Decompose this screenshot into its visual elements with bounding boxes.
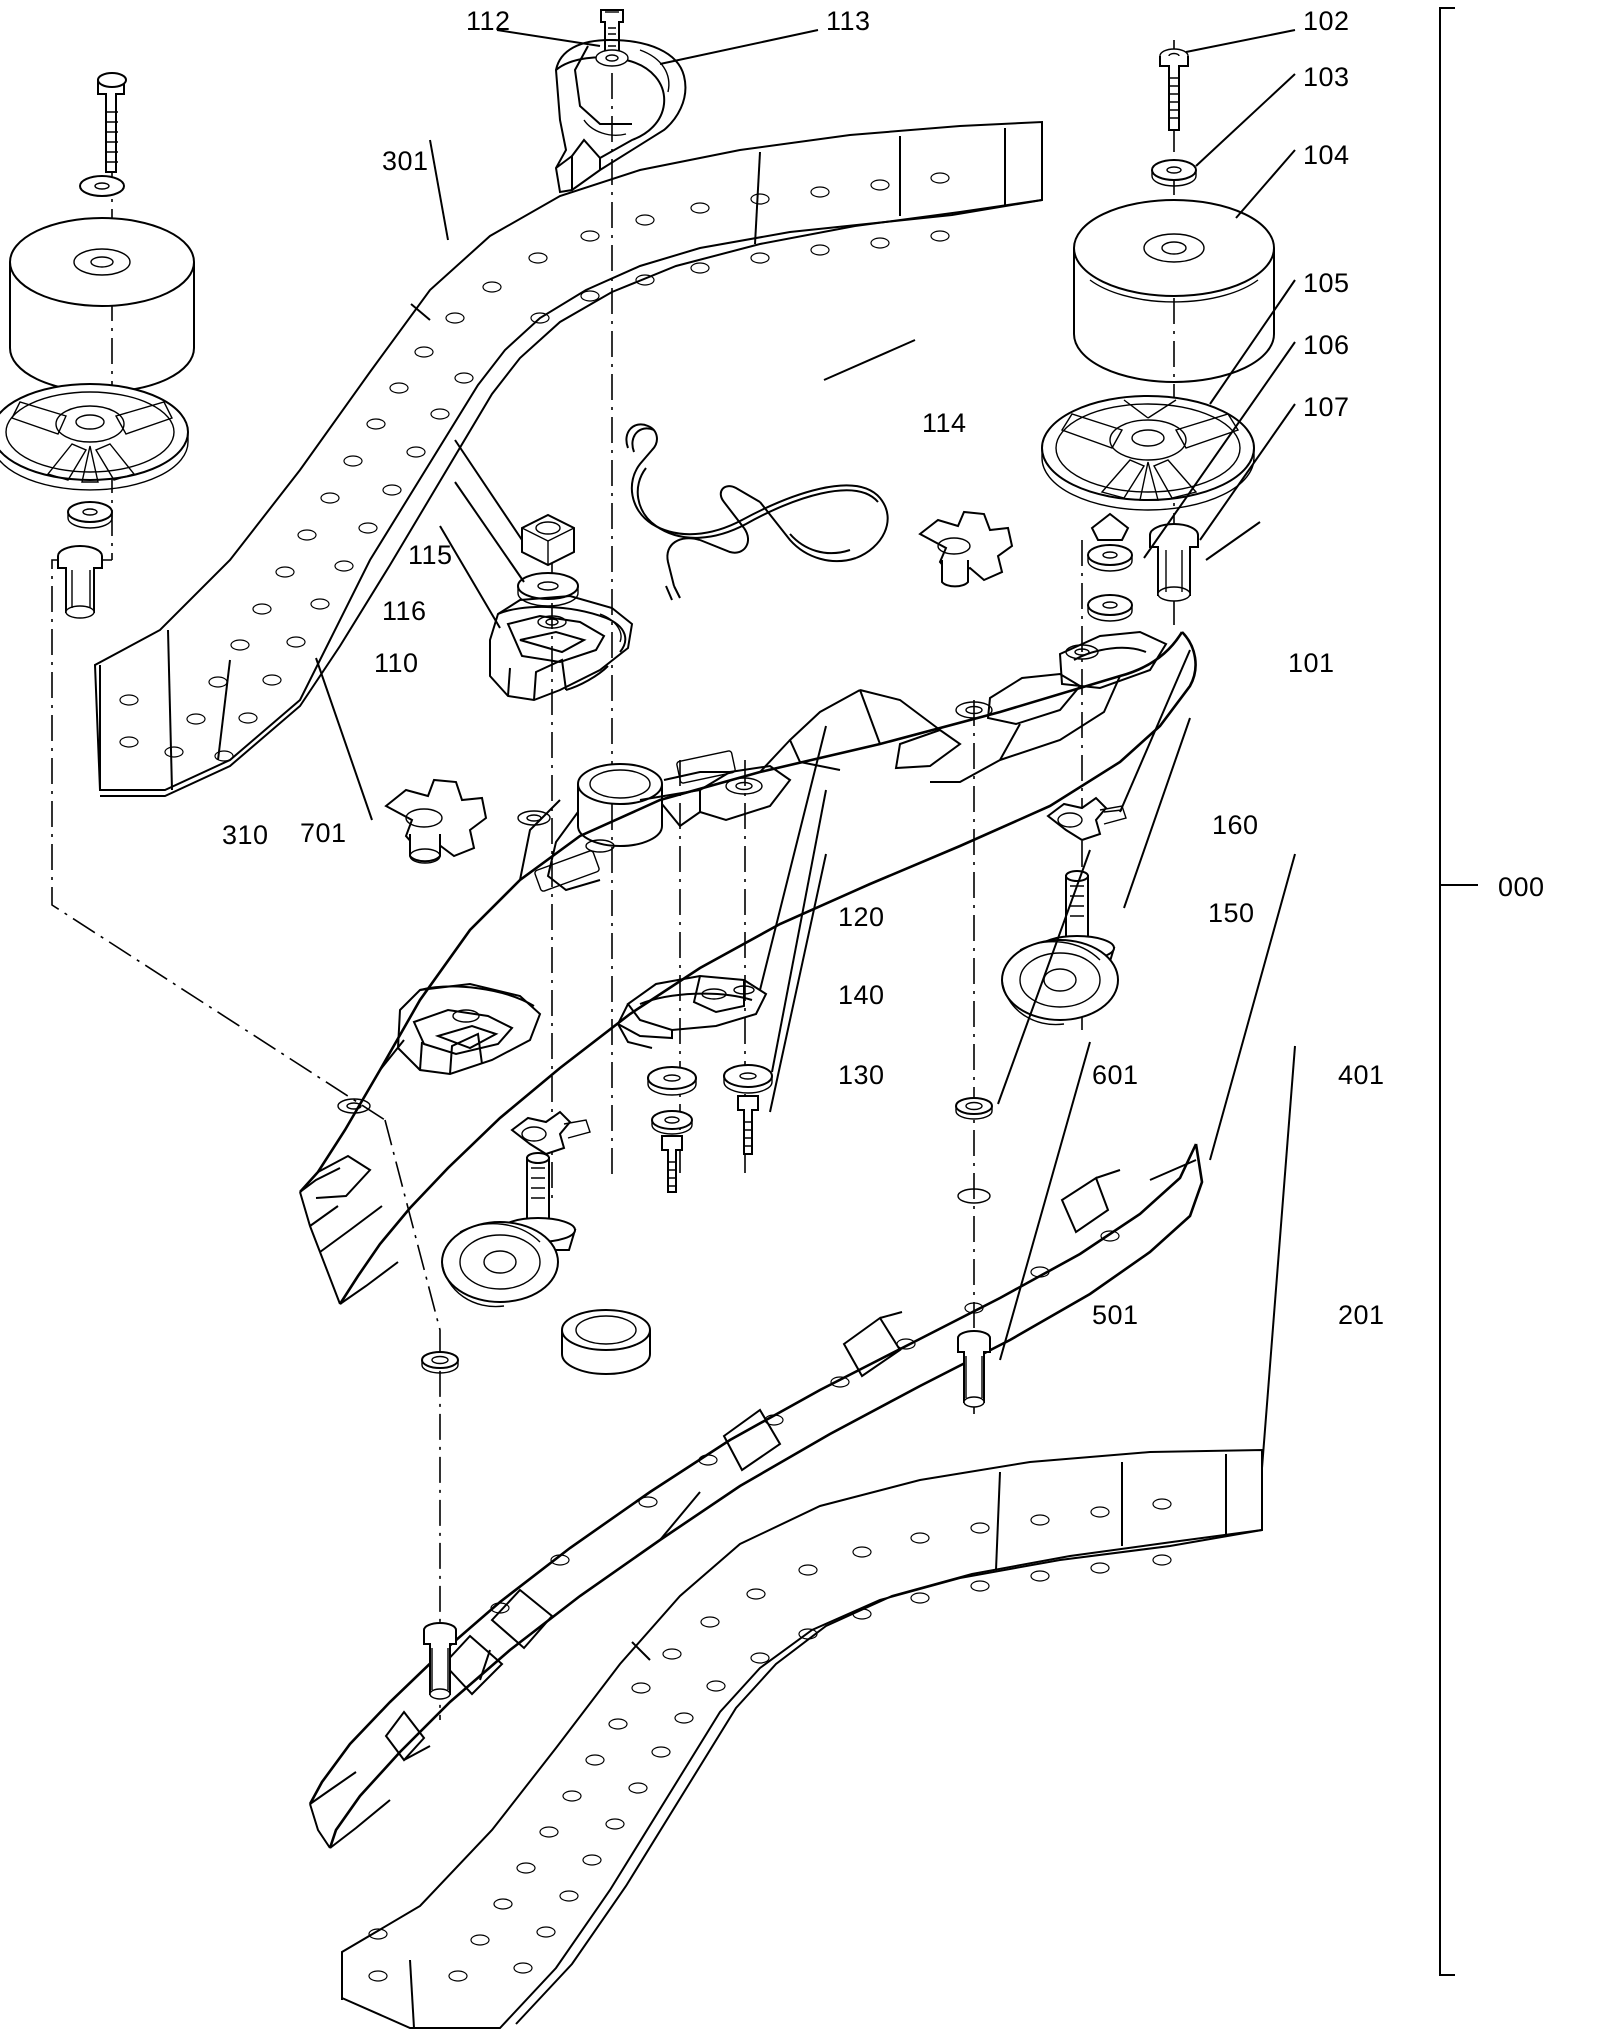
assembly-bracket <box>1440 8 1478 1975</box>
callout-000: 000 <box>1498 872 1545 902</box>
callout-106: 106 <box>1303 330 1350 360</box>
part-160-wing-screw-right <box>1048 798 1126 840</box>
callout-116: 116 <box>382 596 427 626</box>
callout-115: 115 <box>408 540 453 570</box>
callout-101: 101 <box>1288 648 1335 678</box>
callout-107: 107 <box>1303 392 1350 422</box>
part-102-screw <box>1160 49 1188 130</box>
part-201-lower-side-rail <box>342 1450 1262 2028</box>
part-601-retaining-ring-left <box>422 1352 458 1373</box>
callout-103: 103 <box>1303 62 1350 92</box>
callout-112: 112 <box>466 6 511 36</box>
callout-102: 102 <box>1303 6 1350 36</box>
callout-104: 104 <box>1303 140 1350 170</box>
callout-160: 160 <box>1212 810 1259 840</box>
part-701-knob-star <box>386 780 486 863</box>
part-107-axle-bushing <box>1150 524 1198 601</box>
callout-113: 113 <box>826 6 871 36</box>
part-116-washer <box>518 573 578 606</box>
callout-601: 601 <box>1092 1060 1139 1090</box>
part-115-hex-nut <box>522 515 574 565</box>
part-501-pin-sleeve-left <box>424 1623 456 1699</box>
callout-105: 105 <box>1303 268 1350 298</box>
part-106-spacer-washers <box>1088 514 1132 621</box>
part-501-pin-sleeve <box>958 1331 990 1407</box>
part-105-wheel-hub <box>1042 396 1254 510</box>
callout-310: 310 <box>222 820 269 850</box>
callout-150: 150 <box>1208 898 1255 928</box>
callout-114: 114 <box>922 408 967 438</box>
callout-401: 401 <box>1338 1060 1385 1090</box>
left-wheel-group <box>0 73 194 618</box>
callout-130: 130 <box>838 1060 885 1090</box>
callout-120: 120 <box>838 902 885 932</box>
callout-301: 301 <box>382 146 429 176</box>
part-301-upper-side-rail <box>95 122 1042 796</box>
part-120-latch-plate <box>618 976 766 1048</box>
callout-501: 501 <box>1092 1300 1139 1330</box>
part-150-swivel-caster-left <box>442 1153 575 1307</box>
part-160-wing-screw-left <box>512 1112 590 1154</box>
callout-701: 701 <box>300 818 347 848</box>
part-150-swivel-caster-right <box>1002 871 1118 1025</box>
part-701-knob-star-right <box>920 512 1012 586</box>
part-601-retaining-ring <box>956 1098 992 1119</box>
callout-140: 140 <box>838 980 885 1010</box>
part-110-pivot-bracket <box>490 596 632 700</box>
callout-110: 110 <box>374 648 419 678</box>
part-112-screw <box>601 10 623 52</box>
callout-201: 201 <box>1338 1300 1385 1330</box>
part-114-spring-clip <box>626 424 887 600</box>
